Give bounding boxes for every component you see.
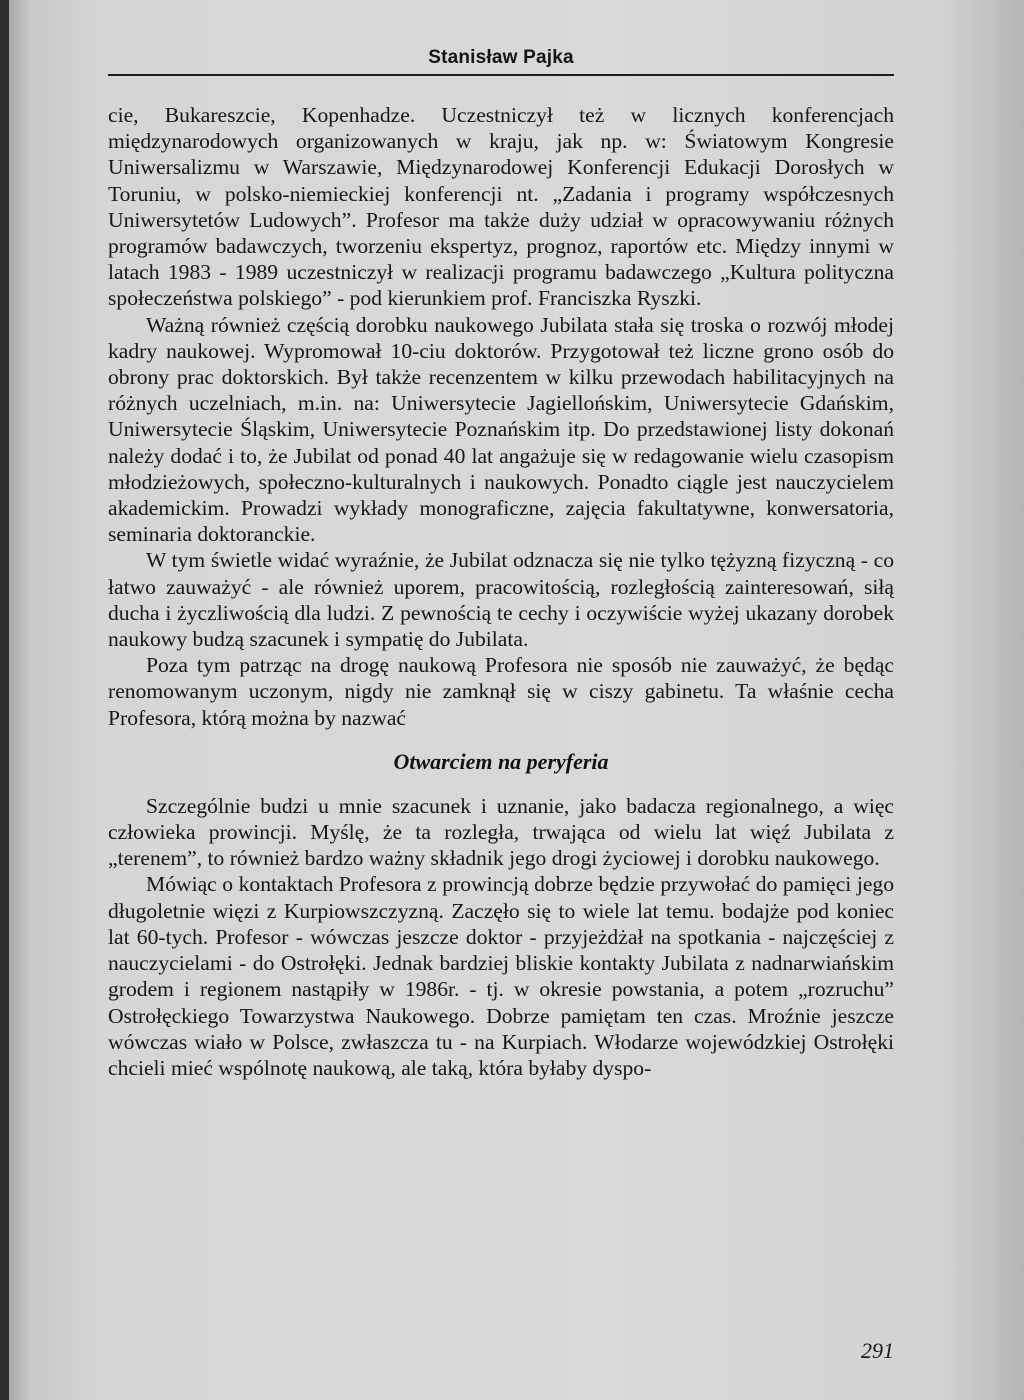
paragraph: cie, Bukareszcie, Kopenhadze. Uczestniczył też w licznych konferencjach międzynarodowych organizowanych w kraju, jak np. w: Światowym Kongresie Uniwersalizmu w Warszawie, Międzynarodowej Konferencji Edukacji Dorosłych w Toruniu, w polsko-niemieckiej konferencji nt. „Zadania i programy współczesnych Uniwersytetów Ludowych”. Profesor ma także duży udział w opracowywaniu różnych programów badawczych, tworzeniu ekspertyz, prognoz, raportów etc. Między innymi w latach 1983 - 1989 uczestniczył w realizacji programu badawczego „Kultura polityczna społeczeństwa polskiego” - pod kierunkiem prof. Franciszka Ryszki.	[108, 103, 894, 311]
paragraph: Ważną również częścią dorobku naukowego Jubilata stała się troska o rozwój młodej kadry naukowej. Wypromował 10-ciu doktorów. Przygotował też liczne grono osób do obrony prac doktorskich. Był także recenzentem w kilku przewodach habilitacyjnych na różnych uczelniach, m.in. na: Uniwersytecie Jagiellońskim, Uniwersytecie Gdańskim, Uniwersytecie Śląskim, Uniwersytecie Poznańskim itp. Do przedstawionej listy dokonań należy dodać i to, że Jubilat od ponad 40 lat angażuje się w redagowanie wielu czasopism młodzieżowych, społeczno-kulturalnych i naukowych. Ponadto ciągle jest nauczycielem akademickim. Prowadzi wykłady monograficzne, zajęcia fakultatywne, konwersatoria, seminaria doktoranckie.	[108, 312, 894, 547]
page-header	[108, 44, 894, 76]
paragraph: Mówiąc o kontaktach Profesora z prowincją dobrze będzie przywołać do pamięci jego długoletnie więzi z Kurpiowszczyzną. Zaczęło się to wiele lat temu. bodajże pod koniec lat 60-tych. Profesor - wówczas jeszcze doktor - przyjeżdżał na spotkania - najczęściej z nauczycielami - do Ostrołęki. Jednak bardziej bliskie kontakty Jubilata z nadnarwiańskim grodem i regionem nastąpiły w 1986r. - tj. w okresie powstania, a potem „rozruchu” Ostrołęckiego Towarzystwa Naukowego. Dobrze pamiętam ten czas. Mroźnie jeszcze wówczas wiało w Polsce, zwłaszcza tu - na Kurpiach. Włodarze wojewódzkiej Ostrołęki chcieli mieć wspólnotę naukową, ale taką, która byłaby dyspo-	[108, 872, 894, 1080]
body-text	[108, 102, 894, 1081]
paragraph: W tym świetle widać wyraźnie, że Jubilat odznacza się nie tylko tężyzną fizyczną - co łatwo zauważyć - ale również uporem, pracowitością, rozległością zainteresowań, siłą ducha i życzliwością dla ludzi. Z pewnością te cechy i oczywiście wyżej ukazany dorobek naukowy budzą szacunek i sympatię do Jubilata.	[108, 548, 894, 652]
paragraph: Szczególnie budzi u mnie szacunek i uznanie, jako badacza regionalnego, a więc człowieka prowincji. Myślę, że ta rozległa, trwająca od wielu lat więź Jubilata z „terenem”, to również bardzo ważny składnik jego drogi życiowej i dorobku naukowego.	[108, 793, 894, 871]
page-number: 291	[861, 1338, 894, 1363]
running-head: Stanisław Pajka	[428, 47, 574, 68]
scan-edge	[0, 0, 9, 1400]
paragraph: Poza tym patrząc na drogę naukową Profesora nie sposób nie zauważyć, że będąc renomowanym uczonym, nigdy nie zamknął się w ciszy gabinetu. Ta właśnie cecha Profesora, którą można by nazwać	[108, 653, 894, 730]
section-title: Otwarciem na peryferia	[393, 748, 609, 774]
